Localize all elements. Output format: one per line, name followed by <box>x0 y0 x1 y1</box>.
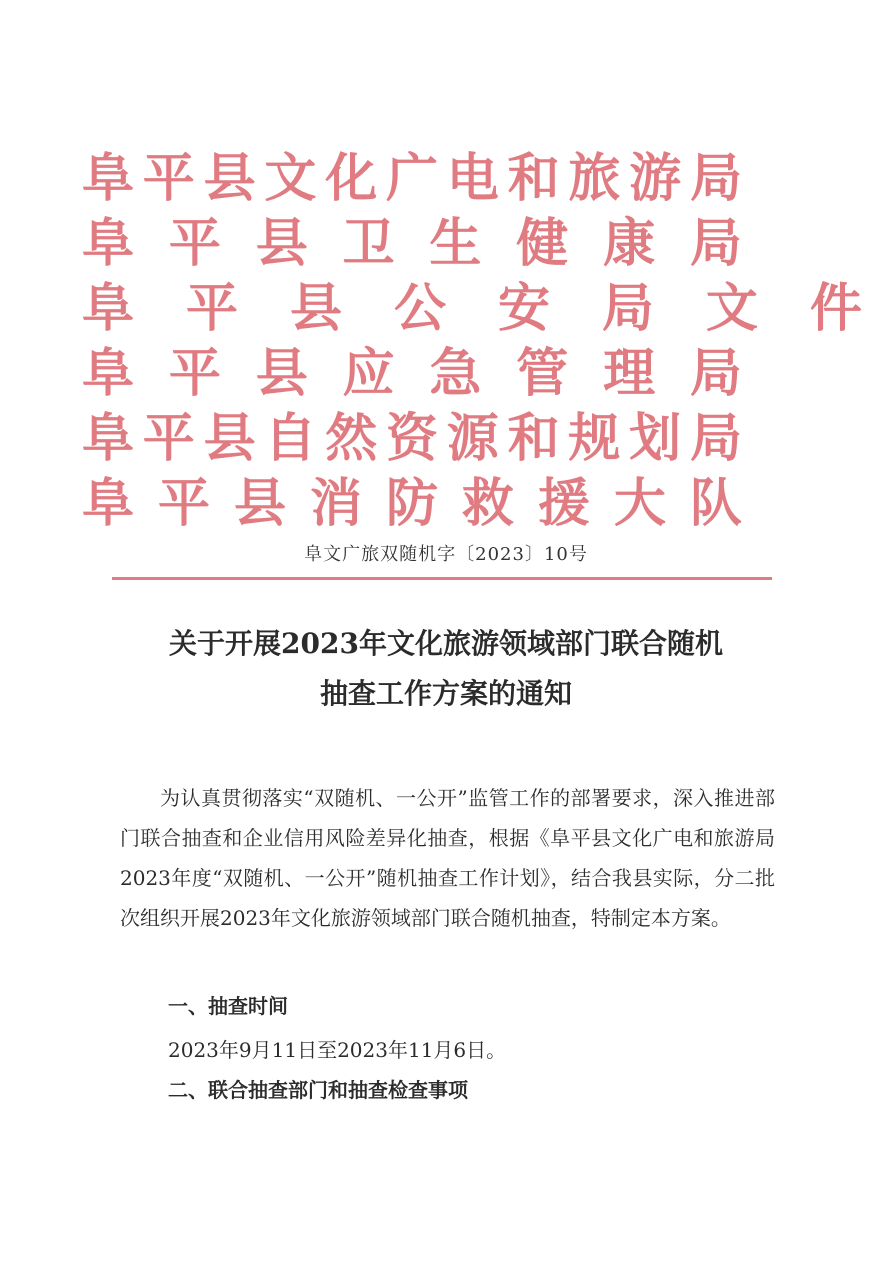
agency-char: 阜 <box>82 343 135 404</box>
agency-char: 局 <box>689 213 742 274</box>
agency-char: 阜 <box>82 278 135 339</box>
notice-title-line-1: 关于开展2023年文化旅游领域部门联合随机 <box>169 627 723 660</box>
agency-char: 县 <box>255 343 308 404</box>
agency-char: 平 <box>185 278 238 339</box>
section-2-heading: 二、联合抽查部门和抽查检查事项 <box>168 1078 468 1102</box>
agency-char: 件 <box>809 278 862 339</box>
agency-line-4 <box>82 343 742 405</box>
agency-char: 平 <box>142 148 195 209</box>
section-1-heading: 一、抽查时间 <box>168 994 288 1018</box>
document-number: 阜文广旅双随机字〔2023〕10号 <box>304 544 588 565</box>
agency-char: 大 <box>613 473 666 534</box>
agency-char: 文 <box>264 148 317 209</box>
agency-char: 平 <box>168 343 221 404</box>
notice-title-line-2: 抽查工作方案的通知 <box>319 677 572 710</box>
agency-char: 生 <box>429 213 482 274</box>
agency-char: 阜 <box>82 408 135 469</box>
agency-char: 队 <box>689 473 742 534</box>
agency-char: 局 <box>689 148 742 209</box>
agency-char: 卫 <box>342 213 395 274</box>
agency-char: 资 <box>385 408 438 469</box>
agency-char: 管 <box>516 343 569 404</box>
agency-char: 和 <box>507 408 560 469</box>
agency-char: 康 <box>603 213 656 274</box>
agency-char: 援 <box>537 473 590 534</box>
agency-char: 阜 <box>82 213 135 274</box>
agency-char: 县 <box>233 473 286 534</box>
agency-char: 县 <box>203 148 256 209</box>
agency-char: 防 <box>385 473 438 534</box>
agency-char: 广 <box>385 148 438 209</box>
agency-char: 县 <box>289 278 342 339</box>
agency-char: 平 <box>157 473 210 534</box>
agency-char: 理 <box>603 343 656 404</box>
agency-char: 县 <box>203 408 256 469</box>
red-divider-line <box>112 577 772 580</box>
agency-line-6 <box>82 473 742 535</box>
agency-char: 然 <box>325 408 378 469</box>
agency-char: 化 <box>325 148 378 209</box>
agency-char: 局 <box>689 343 742 404</box>
intro-paragraph: 为认真贯彻落实“双随机、一公开”监管工作的部署要求，深入推进部门联合抽查和企业信用风险差异化抽查，根据《阜平县文化广电和旅游局2023年度“双随机、一公开”随机抽查工作计划》，结合我县实际，分二批次组织开展2023年文化旅游领域部门联合随机抽查，特制定本方案。 <box>120 786 775 930</box>
agency-char: 旅 <box>568 148 621 209</box>
agency-char: 急 <box>429 343 482 404</box>
agency-char: 救 <box>461 473 514 534</box>
agency-char: 文 <box>705 278 758 339</box>
agency-char: 消 <box>309 473 362 534</box>
agency-char: 公 <box>393 278 446 339</box>
agency-line-1 <box>82 148 742 210</box>
agency-char: 阜 <box>82 473 135 534</box>
section-1-text: 2023年9月11日至2023年11月6日。 <box>168 1038 507 1062</box>
agency-char: 县 <box>255 213 308 274</box>
agency-char: 电 <box>446 148 499 209</box>
agency-char: 规 <box>568 408 621 469</box>
agency-line-2 <box>82 213 742 275</box>
intro-paragraph-block <box>120 778 775 938</box>
agency-char: 应 <box>342 343 395 404</box>
agency-char: 健 <box>516 213 569 274</box>
agency-line-5 <box>82 408 742 470</box>
agency-char: 平 <box>142 408 195 469</box>
agency-char: 游 <box>629 148 682 209</box>
agency-char: 局 <box>689 408 742 469</box>
agency-char: 源 <box>446 408 499 469</box>
agency-char: 自 <box>264 408 317 469</box>
agency-char: 安 <box>497 278 550 339</box>
agency-line-3 <box>82 278 862 340</box>
agency-char: 平 <box>168 213 221 274</box>
agency-char: 划 <box>629 408 682 469</box>
agency-char: 和 <box>507 148 560 209</box>
agency-char: 局 <box>601 278 654 339</box>
agency-char: 阜 <box>82 148 135 209</box>
